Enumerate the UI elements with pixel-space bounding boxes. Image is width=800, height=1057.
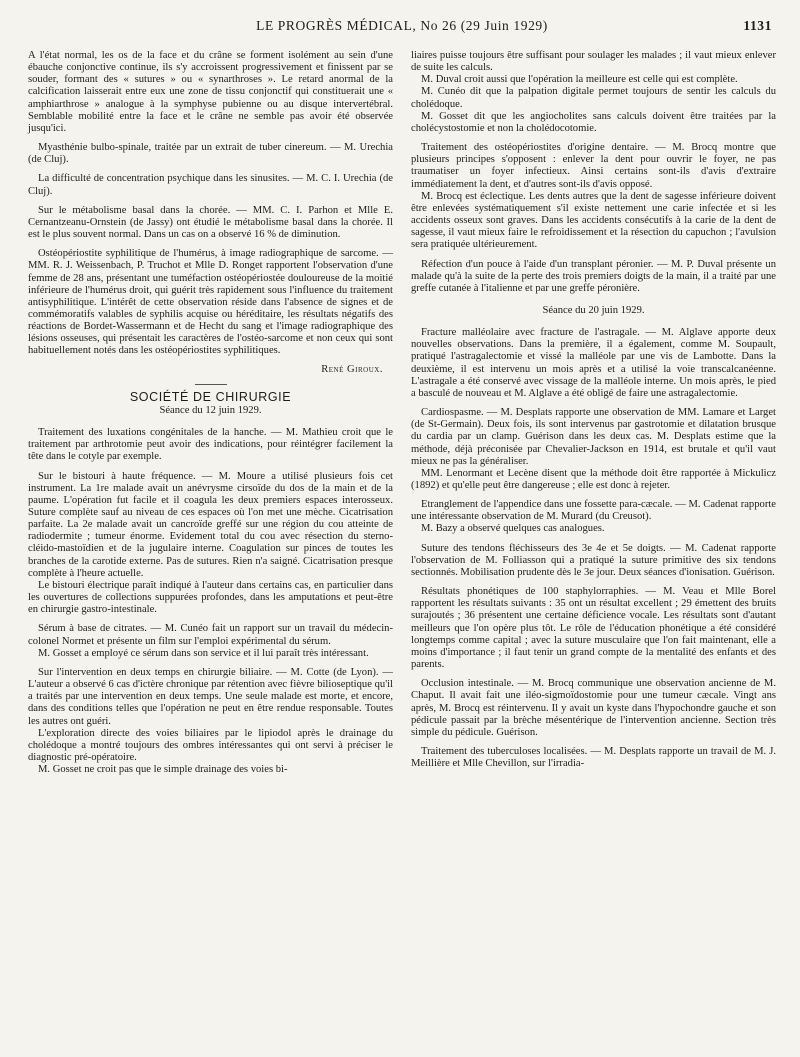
- running-head: [28, 14, 776, 36]
- session-date: Séance du 20 juin 1929.: [542, 304, 645, 316]
- paragraph: Sur l'intervention en deux temps en chirurgie biliaire. — M. Cotte (de Lyon). — L'auteur a observé 6 cas d'ictère chronique par rétention avec fièvre bilioseptique qu'il a traités par une intervention en deux temps. Une seule malade est morte, et encore, dans des conditions telles que l'opération ne peut en être rendue responsable. Toutes les autres ont guéri.: [28, 666, 393, 727]
- paragraph: Résultats phonétiques de 100 staphylorraphies. — M. Veau et Mlle Borel rapportent les résultats suivants : 35 ont un résultat excellent ; 29 émettent des bruits surajoutés ; 36 présentent une certaine déficience vocale. Les résultats sont d'autant meilleurs que l'on opère plus tôt. Le rôle de l'éducation phonétique a été considéré longtemps comme capital ; avec la suture musculaire que l'on fait maintenant, elle a moins d'importance ; il faut tenir un grand compte de la mentalité des enfants et des parents.: [411, 586, 776, 671]
- paragraph: Le bistouri électrique paraît indiqué à l'auteur dans certains cas, en particulier dans les ouvertures de collections suppurées profondes, dans les amputations et peut-être en chirurgie gastro-intestinale.: [28, 579, 393, 616]
- paragraph: Fracture malléolaire avec fracture de l'astragale. — M. Alglave apporte deux nouvelles observations. Dans la première, il a également, comme M. Soupault, pratiqué l'astragalectomie et vissé la malléole par une vis de Lambotte. Dans la deuxième, il est intervenu un mois après et a utilisé la voie transcalcanéenne. L'astragale a été conservé avec vissage de la malléole interne. Un mois après, le pied a basculé de nouveau et M. Alglave a été obligé de faire une astragalectomie.: [411, 327, 776, 399]
- paragraph: M. Bazy a observé quelques cas analogues.: [421, 523, 605, 535]
- paragraph: Traitement des luxations congénitales de la hanche. — M. Mathieu croit que le traitement par arthrotomie peut avoir des indications, pour réintégrer facilement la tête dans le cotyle par exemple.: [28, 427, 393, 463]
- paragraph: M. Cunéo dit que la palpation digitale permet toujours de sentir les calculs du cholédoque.: [411, 86, 776, 110]
- paragraph: Traitement des tuberculoses localisées. — M. Desplats rapporte un travail de M. J. Meillière et Mlle Chevillon, sur l'irradia-: [411, 745, 776, 770]
- section-divider: [195, 384, 227, 385]
- paragraph: Suture des tendons fléchisseurs des 3e 4e et 5e doigts. — M. Cadenat rapporte l'observation de M. Folliasson qui a pratiqué la suture primitive des six tendons sectionnés. Mobilisation prudente dès le 3e jour. Deux séances d'ionisation. Guérison.: [411, 542, 776, 578]
- section-title: SOCIÉTÉ DE CHIRURGIE: [129, 389, 292, 404]
- paragraph: M. Gosset dit que les angiocholites sans calculs doivent être traitées par la cholécystostomie et non la cholédocotomie.: [411, 110, 776, 134]
- paragraph: La difficulté de concentration psychique dans les sinusites. — M. C. I. Urechia (de Cluj).: [28, 173, 393, 197]
- paragraph: Réfection d'un pouce à l'aide d'un transplant péronier. — M. P. Duval présente un malade qu'à la suite de la perte des trois premiers doigts de la main, il a traité par une greffe cutanée à l'italienne et par une greffe péronière.: [411, 258, 776, 294]
- text-columns: [28, 50, 776, 776]
- journal-title: LE PROGRÈS MÉDICAL, No 26 (29 Juin 1929): [256, 18, 548, 33]
- author-signature: René Giroux.: [321, 363, 383, 375]
- paragraph: liaires puisse toujours être suffisant pour soulager les malades ; il vaut mieux enlever de suite les calculs.: [411, 50, 776, 74]
- paragraph: A l'état normal, les os de la face et du crâne se forment isolément au sein d'une ébauche conjonctive continue, ils s'y accroissent progressivement et finissent par se souder, formant des « sutures » ou « synarthroses ». Le retard anormal de la calcification laisserait entre eux une zone de tissu conjonctif qui constituerait une « amphiarthrose » analogue à la symphyse pubienne ou au disque intervertébral. Semblable mobilité entre la face et le crâne ne semble pas avoir été observée jusqu'ici.: [28, 50, 393, 134]
- paragraph: Sérum à base de citrates. — M. Cunéo fait un rapport sur un travail du médecin-colonel Normet et présente un film sur l'emploi expérimental du sérum.: [28, 623, 393, 647]
- paragraph: L'exploration directe des voies biliaires par le lipiodol après le drainage du cholédoque a montré toujours des ombres intéressantes qui ont servi à préciser le diagnostic pré-opératoire.: [28, 727, 393, 763]
- paragraph: Myasthénie bulbo-spinale, traitée par un extrait de tuber cinereum. — M. Urechia (de Cluj).: [28, 142, 393, 166]
- paragraph: Etranglement de l'appendice dans une fossette para-cæcale. — M. Cadenat rapporte une intéressante observation de M. Murard (du Creusot).: [411, 499, 776, 523]
- paragraph: Ostéopériostite syphilitique de l'humérus, à image radiographique de sarcome. — MM. R. J. Weissenbach, P. Truchot et Mlle D. Ronget rapportent l'observation d'une femme de 28 ans, présentant une tuméfaction ostéopériostée douloureuse de la moitié inférieure de l'humérus droit, qui guérit très rapidement sous l'influence du traitement antisyphilitique. L'intérêt de cette observation réside dans l'absence de signes et de commémoratifs valables de syphilis acquise ou héréditaire, les résultats négatifs des réactions de Bordet-Wassermann et de Hecht du sang et l'image radiographique des lésions osseuses, qui présentait les caractères de l'ostéo-sarcome et non ceux qui sont habituellement notés dans les ostéopériostites syphilitiques.: [28, 248, 393, 357]
- paragraph: MM. Lenormant et Lecène disent que la méthode doit être rapportée à Mickulicz (1892) et qu'elle peut être dangereuse ; elle est donc à rejeter.: [411, 467, 776, 491]
- page-number: 1131: [743, 18, 772, 33]
- session-date: Séance du 12 juin 1929.: [159, 404, 262, 416]
- paragraph: Occlusion intestinale. — M. Brocq communique une observation ancienne de M. Chaput. Il avait fait une iléo-sigmoïdostomie pour une tumeur cæcale. Vingt ans après, M. Brocq est réintervenu. Il y avait un kyste dans l'hypochondre gauche et son pédicule passait par la brèche mésentérique de l'intervention ancienne. Section très simple du pédicule. Guérison.: [411, 678, 776, 738]
- paragraph: M. Brocq est éclectique. Les dents autres que la dent de sagesse inférieure doivent être enlevées systématiquement s'il existe nettement une carie infectée et si les accidents osseux sont graves. Dans les accidents consécutifs à la carie de la dent de sagesse, il vaut mieux faire le refroidissement et la résection du capuchon ; l'avulsion sera pratiquée ultérieurement.: [411, 190, 776, 251]
- left-column: [28, 50, 393, 776]
- paragraph: Traitement des ostéopériostites d'origine dentaire. — M. Brocq montre que plusieurs principes s'opposent : enlever la dent pour ouvrir le foyer, ne pas traumatiser un foyer infectieux. Ainsi certains sont-ils d'avis d'extraire immédiatement la dent, et d'autres sont-ils d'avis opposé.: [411, 142, 776, 190]
- paragraph: Sur le métabolisme basal dans la chorée. — MM. C. I. Parhon et Mlle E. Cernantzeanu-Ornstein (de Jassy) ont étudié le métabolisme basal dans la chorée. Il est le plus souvent normal. Dans un cas on a observé 16 % de diminution.: [28, 204, 393, 241]
- right-column: [411, 50, 776, 776]
- paragraph: Sur le bistouri à haute fréquence. — M. Moure a utilisé plusieurs fois cet instrument. La 1re malade avait un anévrysme cirsoïde du dos de la main et de la paume. L'opération fut facile et il coagula les deux premiers espaces interosseux. Suture complète sauf au niveau de ces espaces où l'on met une mèche. Cicatrisation parfaite. La 2e malade avait un cancroïde greffé sur une région du cou atteinte de radiodermite ; tumeur énorme. Evidement total du cou avec résection du sterno-cléido-mastoïdien et de la jugulaire interne. Coagulation sur pinces de toutes les branches de la carotide externe. Pas de sutures. Rien n'a saigné. Cicatrisation presque complète à l'heure actuelle.: [28, 470, 393, 579]
- paragraph: M. Duval croit aussi que l'opération la meilleure est celle qui est complète.: [421, 74, 738, 86]
- paragraph: M. Gosset ne croit pas que le simple drainage des voies bi-: [38, 764, 288, 776]
- paragraph: M. Gosset a employé ce sérum dans son service et il lui paraît très intéressant.: [38, 647, 369, 659]
- paragraph: Cardiospasme. — M. Desplats rapporte une observation de MM. Lamare et Larget (de St-Germain). Deux fois, ils sont intervenus par gastrotomie et dilatation brusque du cardia par un clamp. Guérison dans les deux cas. M. Desplats estime que la méthode, déjà préconisée par Chevalier-Jackson en 1914, est brutale et qu'il vaut mieux ne pas la généraliser.: [411, 407, 776, 467]
